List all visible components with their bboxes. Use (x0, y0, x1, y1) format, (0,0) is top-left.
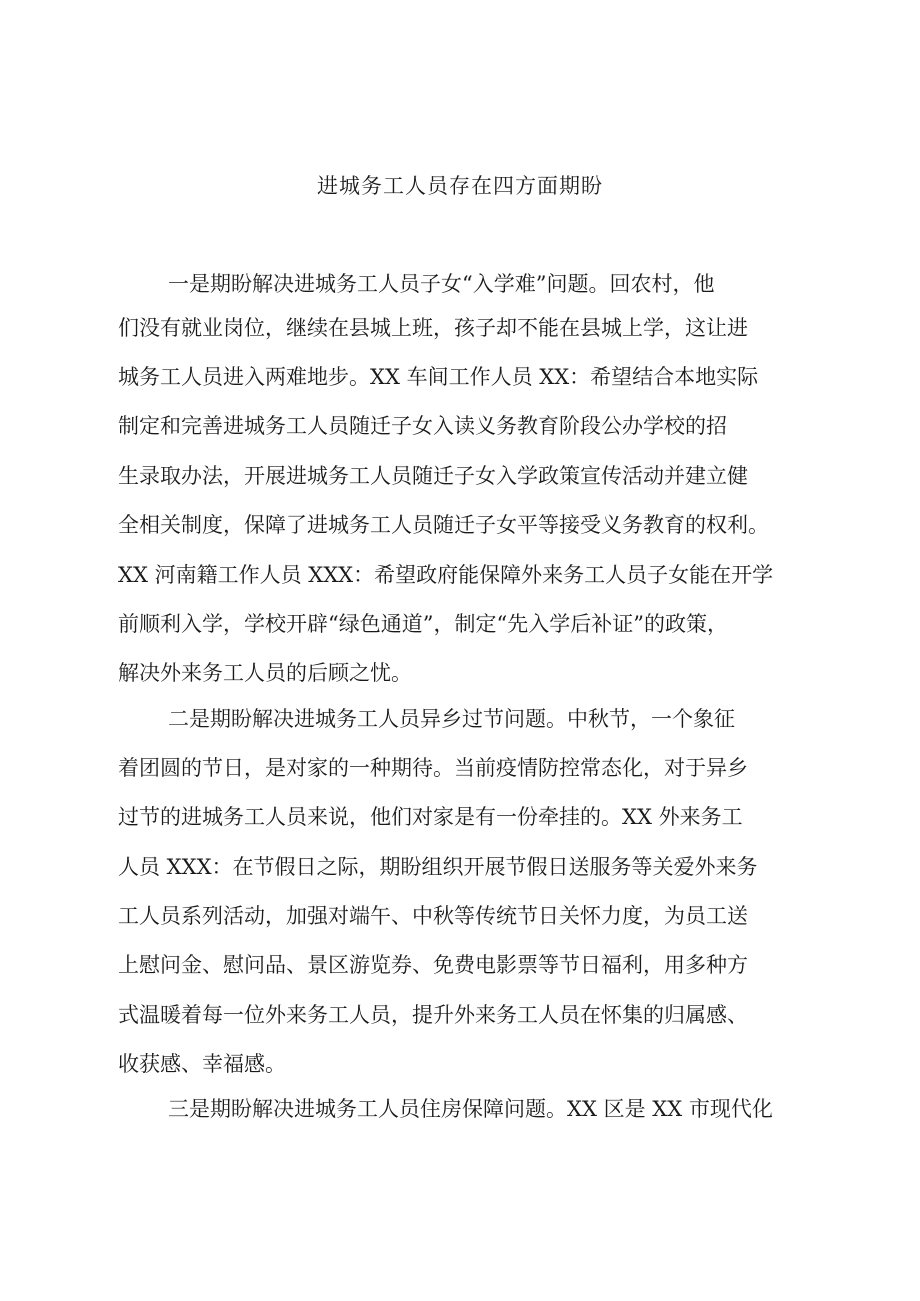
paragraph-line: 三是期盼解决进城务工人员住房保障问题。XX 区是 XX 市现代化 (168, 1097, 773, 1121)
paragraph-line: 着团圆的节日，是对家的一种期待。当前疫情防控常态化，对于异乡 (118, 756, 748, 780)
paragraph-line: 们没有就业岗位，继续在县城上班，孩子却不能在县城上学，这让进 (118, 316, 748, 340)
paragraph-line: 工人员系列活动，加强对端午、中秋等传统节日关怀力度，为员工送 (118, 904, 748, 928)
paragraph-line: 生录取办法，开展进城务工人员随迁子女入学政策宣传活动并建立健 (118, 464, 748, 488)
document-title: 进城务工人员存在四方面期盼 (317, 174, 603, 198)
paragraph-line: 式温暖着每一位外来务工人员，提升外来务工人员在怀集的归属感、 (118, 1003, 748, 1027)
paragraph-line: 过节的进城务工人员来说，他们对家是有一份牵挂的。XX 外来务工 (118, 805, 743, 829)
paragraph-line: 收获感、幸福感。 (118, 1052, 286, 1076)
paragraph-line: 解决外来务工人员的后顾之忧。 (118, 661, 412, 685)
paragraph-line: 前顺利入学，学校开辟“绿色通道”，制定“先入学后补证”的政策， (118, 612, 728, 636)
paragraph-line: XX 河南籍工作人员 XXX：希望政府能保障外来务工人员子女能在开学 (118, 563, 774, 587)
paragraph-line: 二是期盼解决进城务工人员异乡过节问题。中秋节，一个象征 (168, 707, 735, 731)
paragraph-line: 全相关制度，保障了进城务工人员随迁子女平等接受义务教育的权利。 (118, 513, 769, 537)
paragraph-line: 人员 XXX：在节假日之际，期盼组织开展节假日送服务等关爱外来务 (118, 855, 758, 879)
paragraph-line: 上慰问金、慰问品、景区游览券、免费电影票等节日福利，用多种方 (118, 953, 748, 977)
paragraph-line: 一是期盼解决进城务工人员子女“入学难”问题。回农村，他 (168, 272, 715, 296)
paragraph-line: 城务工人员进入两难地步。XX 车间工作人员 XX：希望结合本地实际 (118, 365, 759, 389)
paragraph-line: 制定和完善进城务工人员随迁子女入读义务教育阶段公办学校的招 (118, 414, 727, 438)
